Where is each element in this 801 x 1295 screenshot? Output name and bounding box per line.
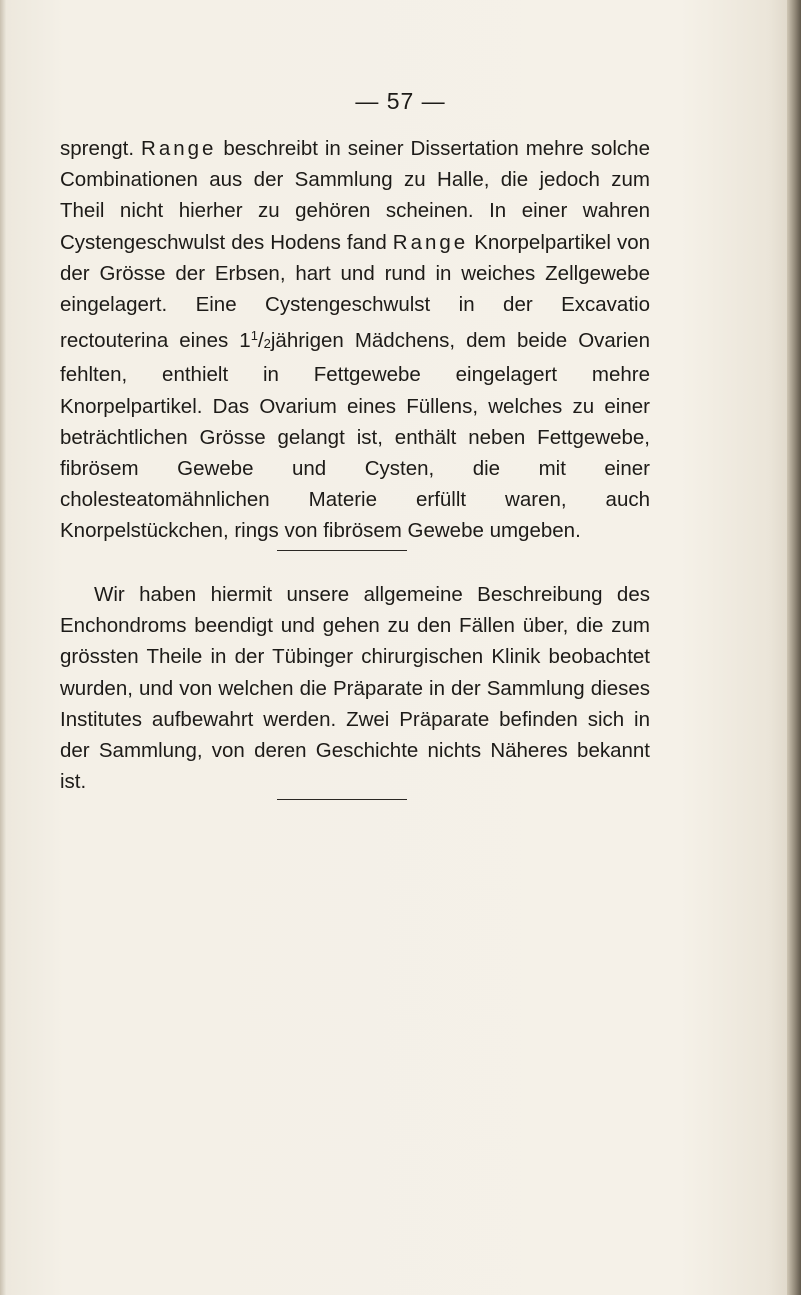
paragraph-text-segment: jährigen Mädchens, dem beide Ovarien fehlten, enthielt in Fettgewebe eingelagert mehre Knorpelpartikel. Das Ovarium eines Füllens, welches zu einer beträchtlichen Grösse gelangt ist, enthält neben Fettgewebe, fibrösem Gewebe und Cysten, die mit einer cholesteatomähnlichen Materie erfüllt waren, auch Knorpelstückchen, rings von fibrösem Gewebe umgeben. xyxy=(60,329,650,543)
paragraph-enchondrom-summary: Wir haben hiermit unsere allgemeine Beschreibung des Enchondroms beendigt und gehen zu den Fällen über, die zum grössten Theile in der Tübinger chirurgischen Klinik beobachtet wurden, und von welchen die Präparate in der Sammlung dieses Institutes aufbewahrt werden. Zwei Präparate befinden sich in der Sammlung, von deren Geschichte nichts Näheres bekannt ist. xyxy=(60,583,650,794)
page-number: — 57 — xyxy=(355,88,446,114)
section-divider xyxy=(277,550,407,551)
paragraph-text-segment: beschreibt in seiner Dissertation mehre solche Combinationen aus der Sammlung zu Halle, die jedoch zum Theil nicht hierher zu gehören scheinen. In einer wahren Cystengeschwulst des Hodens fand xyxy=(60,137,650,254)
fraction-denominator: 2 xyxy=(263,336,271,352)
paragraph-text-segment: sprengt. xyxy=(60,137,142,160)
fraction-numerator: 1 xyxy=(250,328,258,344)
author-name-range: Range xyxy=(392,230,469,254)
fraction-slash: / xyxy=(257,329,264,353)
section-divider xyxy=(277,799,407,800)
paragraph-continuation xyxy=(60,133,650,547)
paragraph-text-segment: Knorpelpartikel von der Grösse der Erbsen, hart und rund in weiches Zellgewebe eingelagert. Eine Cystengeschwulst in der Excavatio rectouterina eines 1 xyxy=(60,230,650,353)
page-left-edge xyxy=(0,0,6,1295)
author-name-range: Range xyxy=(141,137,217,160)
book-binding-edge xyxy=(787,0,801,1295)
